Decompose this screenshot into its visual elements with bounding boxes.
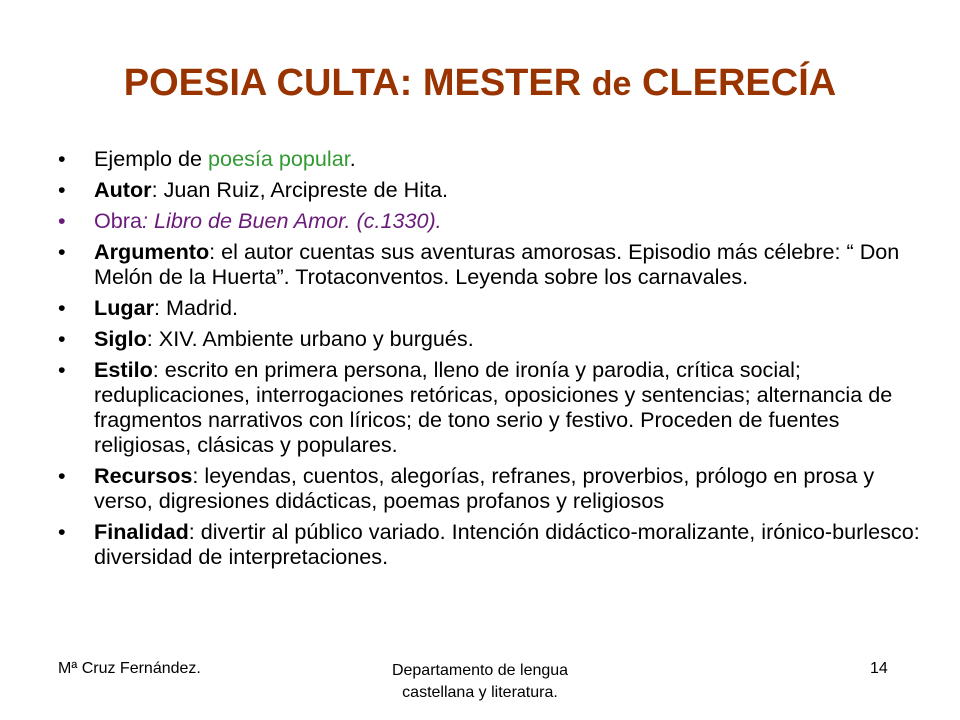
page-number: 14 — [870, 660, 888, 677]
slide-title: POESIA CULTA: MESTER de CLERECÍA — [123, 62, 837, 104]
list-item: • Estilo: escrito en primera persona, lleno de ironía y parodia, crítica social; reduplicaciones, interrogaciones retóricas, oposiciones y sentencias; alternancia de fragmentos narrativos con líricos; de tono serio y festivo. Proceden de fuentes religiosas, clásicas y populares. — [58, 357, 893, 457]
list-item: • Autor: Juan Ruiz, Arcipreste de Hita. — [58, 177, 449, 202]
list-item: • Recursos: leyendas, cuentos, alegorías, refranes, proverbios, prólogo en prosa y verso, digresiones didácticas, poemas profanos y religiosos — [58, 463, 875, 513]
list-item: • Obra: Libro de Buen Amor. (c.1330). — [58, 208, 442, 233]
list-item: • Finalidad: divertir al público variado. Intención didáctico-moralizante, irónico-burlesco: diversidad de interpretaciones. — [58, 519, 920, 569]
footer-author: Mª Cruz Fernández. — [58, 660, 201, 677]
list-item: • Argumento: el autor cuentas sus aventuras amorosas. Episodio más célebre: “ Don Melón de la Huerta”. Trotaconventos. Leyenda sobre los carnavales. — [58, 239, 900, 289]
list-item: • Siglo: XIV. Ambiente urbano y burgués. — [58, 326, 474, 351]
list-item: • Ejemplo de poesía popular. — [58, 146, 356, 171]
bullet-list — [58, 146, 938, 575]
list-item: • Lugar: Madrid. — [58, 295, 238, 320]
footer-department: Departamento de lengua castellana y literatura. — [391, 662, 569, 701]
